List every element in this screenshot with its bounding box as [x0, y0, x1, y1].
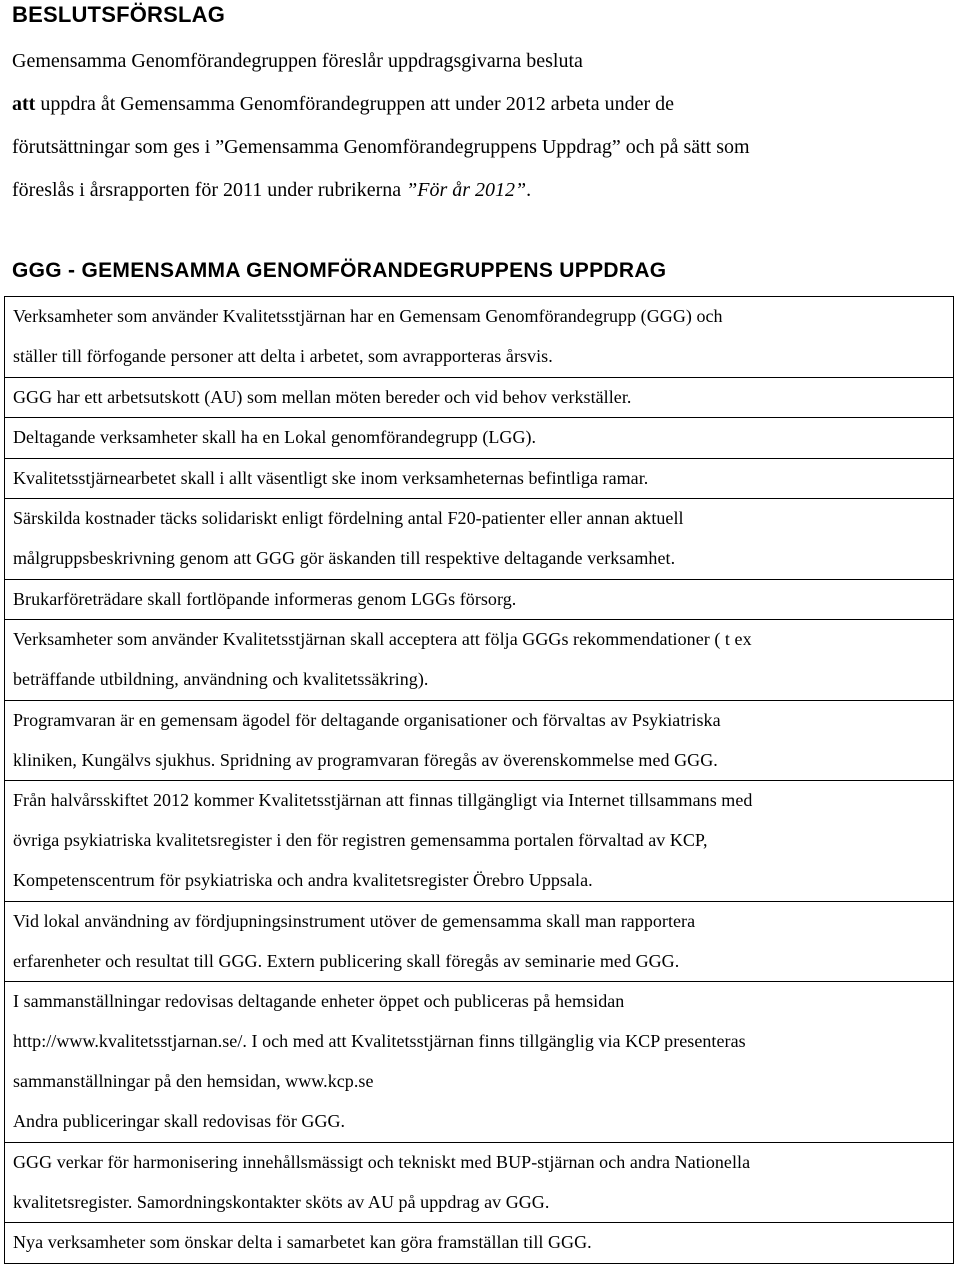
row-text-line: Från halvårsskiftet 2012 kommer Kvalitetsstjärnan att finnas tillgängligt via Internet tillsammans med — [13, 790, 753, 810]
row-text-line: sammanställningar på den hemsidan, www.kcp.se — [13, 1071, 374, 1091]
intro-line-2-text: uppdra åt Gemensamma Genomförandegruppen att under 2012 arbeta under de — [35, 93, 674, 115]
intro-line-1: Gemensamma Genomförandegruppen föreslår uppdragsgivarna besluta — [12, 50, 583, 72]
row-text-line: Brukarföreträdare skall fortlöpande informeras genom LGGs försorg. — [13, 588, 517, 609]
table-row — [5, 499, 953, 580]
row-text-line: målgruppsbeskrivning genom att GGG gör äskanden till respektive deltagande verksamhet. — [13, 548, 676, 568]
table-row — [5, 580, 953, 621]
row-text-line: Särskilda kostnader täcks solidariskt enligt fördelning antal F20-patienter eller annan aktuell — [13, 508, 684, 528]
table-row — [5, 982, 953, 1143]
table-row — [5, 1143, 953, 1224]
intro-line-2 — [12, 83, 952, 126]
row-text-line: Verksamheter som använder Kvalitetsstjärnan skall acceptera att följa GGGs rekommendationer ( t ex — [13, 629, 752, 649]
row-text-line: Vid lokal användning av fördjupningsinstrument utöver de gemensamma skall man rapportera — [13, 910, 696, 931]
row-text-line: Programvaran är en gemensam ägodel för deltagande organisationer och förvaltas av Psykiatriska — [13, 709, 721, 730]
row-text-line: http://www.kvalitetsstjarnan.se/. I och med att Kvalitetsstjärnan finns tillgänglig via KCP presenteras — [13, 1031, 746, 1051]
intro-rubric-italic: ”För år 2012” — [406, 179, 527, 201]
intro-line-4-end: . — [526, 179, 532, 201]
row-text-line: Nya verksamheter som önskar delta i samarbetet kan göra framställan till GGG. — [13, 1232, 592, 1252]
table-row — [5, 781, 953, 902]
row-text-line: erfarenheter och resultat till GGG. Extern publicering skall föregås av seminarie med GGG. — [13, 950, 680, 971]
table-row — [5, 378, 953, 419]
table-row — [5, 1223, 953, 1263]
intro-att-keyword: att — [12, 93, 36, 115]
row-text-line: kvalitetsregister. Samordningskontakter sköts av AU på uppdrag av GGG. — [13, 1191, 550, 1212]
table-row — [5, 620, 953, 701]
decision-proposal-text — [12, 40, 952, 212]
row-text-line: Deltagande verksamheter skall ha en Lokal genomförandegrupp (LGG). — [13, 427, 537, 447]
intro-line-3: förutsättningar som ges i ”Gemensamma Genomförandegruppens Uppdrag” och på sätt som — [12, 136, 750, 158]
table-row — [5, 297, 953, 378]
assignment-table — [4, 296, 954, 1264]
row-text-line: GGG har ett arbetsutskott (AU) som mellan möten bereder och vid behov verkställer. — [13, 386, 632, 407]
section-title: GGG - GEMENSAMMA GENOMFÖRANDEGRUPPENS UPPDRAG — [12, 259, 667, 282]
table-row — [5, 418, 953, 459]
row-text-line: Andra publiceringar skall redovisas för GGG. — [13, 1111, 346, 1131]
table-row — [5, 459, 953, 500]
row-text-line: ställer till förfogande personer att delta i arbetet, som avrapporteras årsvis. — [13, 346, 553, 366]
row-text-line: I sammanställningar redovisas deltagande enheter öppet och publiceras på hemsidan — [13, 991, 625, 1011]
row-text-line: övriga psykiatriska kvalitetsregister i den för registren gemensamma portalen förvaltad av KCP, — [13, 830, 708, 850]
row-text-line: Kompetenscentrum för psykiatriska och andra kvalitetsregister Örebro Uppsala. — [13, 870, 593, 890]
table-row — [5, 902, 953, 983]
intro-line-4-text: föreslås i årsrapporten för 2011 under rubrikerna — [12, 179, 407, 201]
intro-line-4 — [12, 169, 952, 212]
table-row — [5, 701, 953, 782]
row-text-line: GGG verkar för harmonisering innehållsmässigt och tekniskt med BUP-stjärnan och andra Nationella — [13, 1151, 751, 1172]
document-title: BESLUTSFÖRSLAG — [12, 2, 226, 27]
row-text-line: Kvalitetsstjärnearbetet skall i allt väsentligt ske inom verksamheternas befintliga ramar. — [13, 467, 649, 488]
row-text-line: kliniken, Kungälvs sjukhus. Spridning av programvaran föregås av överenskommelse med GGG. — [13, 749, 718, 770]
row-text-line: Verksamheter som använder Kvalitetsstjärnan har en Gemensam Genomförandegrupp (GGG) och — [13, 306, 723, 326]
row-text-line: beträffande utbildning, användning och kvalitetssäkring). — [13, 669, 429, 689]
